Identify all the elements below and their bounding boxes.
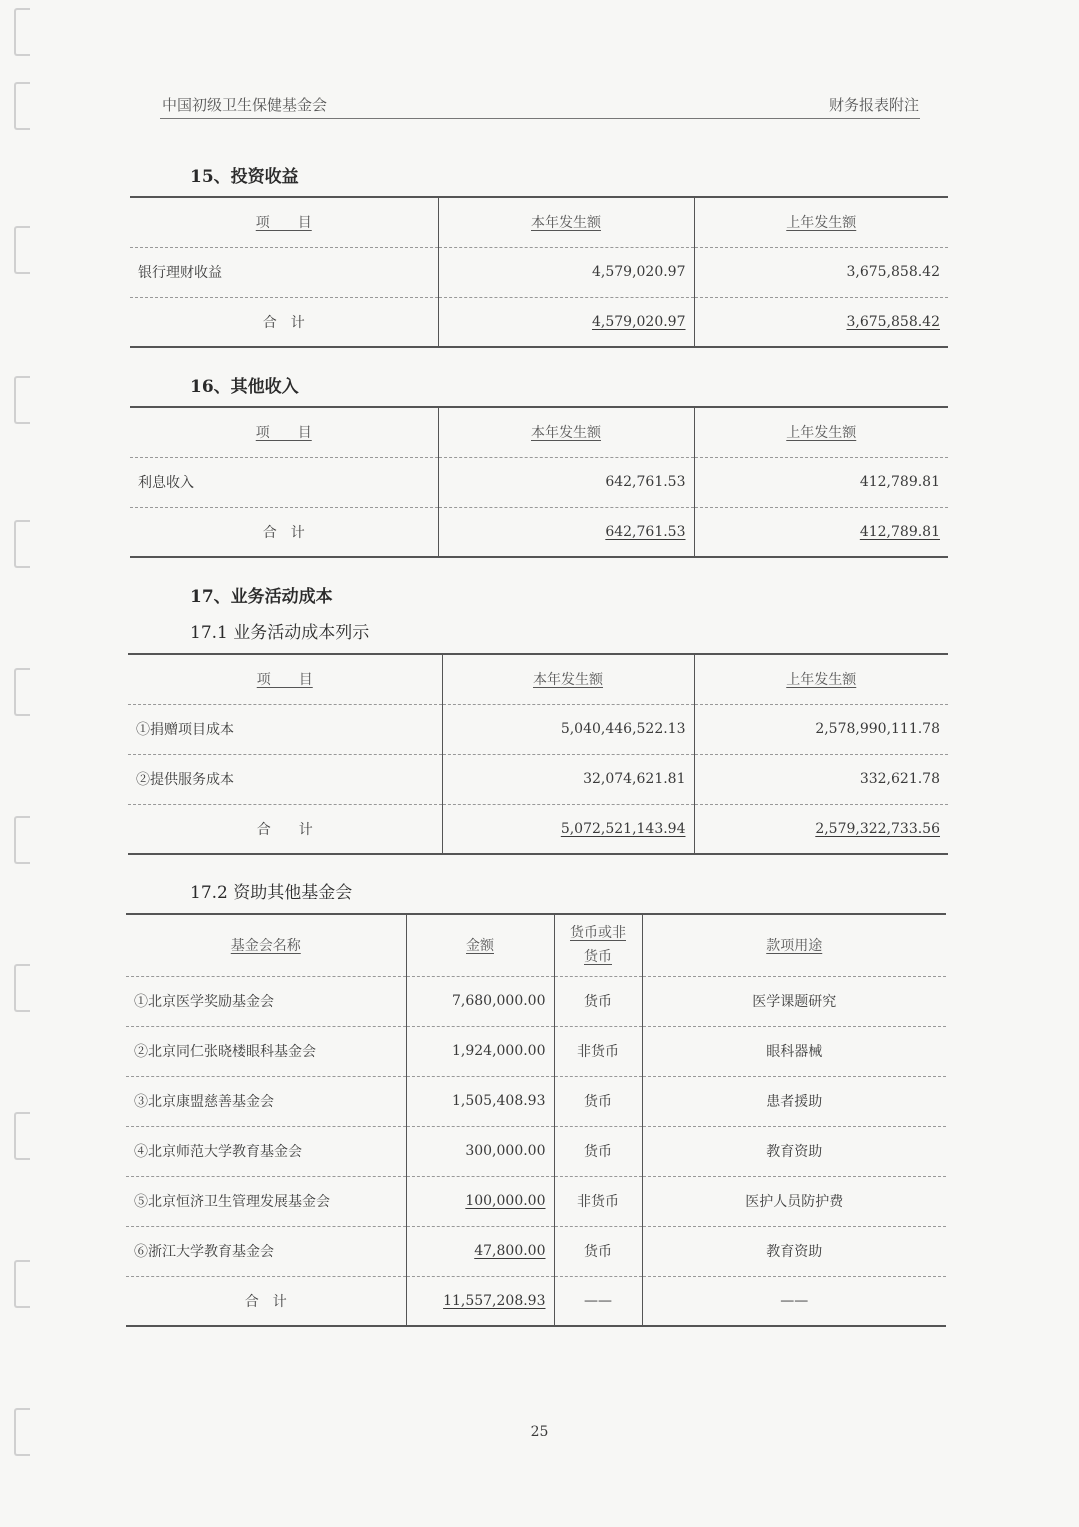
total-purpose: —— bbox=[642, 1276, 946, 1326]
foundation-grants-table bbox=[126, 913, 946, 1327]
col-header-item: 项 目 bbox=[255, 425, 312, 442]
table-row bbox=[126, 976, 946, 1026]
other-income-table bbox=[130, 406, 948, 558]
table-header-row bbox=[128, 654, 948, 704]
row-purpose: 眼科器械 bbox=[642, 1026, 946, 1076]
total-row bbox=[128, 804, 948, 854]
row-foundation: ③北京康盟慈善基金会 bbox=[126, 1076, 406, 1126]
binder-mark bbox=[14, 1260, 30, 1308]
row-current: 5,040,446,522.13 bbox=[442, 704, 694, 754]
row-monetary: 货币 bbox=[554, 976, 642, 1026]
row-prior: 3,675,858.42 bbox=[694, 247, 948, 297]
table-row bbox=[126, 1176, 946, 1226]
table-header-row bbox=[130, 407, 948, 457]
table-row bbox=[128, 754, 948, 804]
table-row bbox=[126, 1226, 946, 1276]
row-current: 4,579,020.97 bbox=[438, 247, 694, 297]
total-current: 5,072,521,143.94 bbox=[442, 804, 694, 854]
row-foundation: ④北京师范大学教育基金会 bbox=[126, 1126, 406, 1176]
row-monetary: 货币 bbox=[554, 1126, 642, 1176]
row-prior: 332,621.78 bbox=[694, 754, 948, 804]
binder-mark bbox=[14, 816, 30, 864]
binder-mark bbox=[14, 376, 30, 424]
row-item: ①捐赠项目成本 bbox=[128, 704, 442, 754]
total-amount: 11,557,208.93 bbox=[406, 1276, 554, 1326]
total-label: 合 计 bbox=[128, 804, 442, 854]
total-label: 合 计 bbox=[130, 507, 438, 557]
total-row bbox=[126, 1276, 946, 1326]
total-current: 4,579,020.97 bbox=[438, 297, 694, 347]
row-prior: 412,789.81 bbox=[694, 457, 948, 507]
business-cost-table bbox=[128, 653, 948, 855]
table-row bbox=[126, 1076, 946, 1126]
total-prior: 412,789.81 bbox=[694, 507, 948, 557]
binder-mark bbox=[14, 520, 30, 568]
row-amount: 300,000.00 bbox=[406, 1126, 554, 1176]
col-header-prior-year: 上年发生额 bbox=[694, 407, 948, 457]
table-row bbox=[126, 1026, 946, 1076]
row-item: 银行理财收益 bbox=[130, 247, 438, 297]
total-monetary: —— bbox=[554, 1276, 642, 1326]
investment-income-table bbox=[130, 196, 948, 348]
table-row bbox=[130, 457, 948, 507]
row-monetary: 货币 bbox=[554, 1076, 642, 1126]
row-purpose: 教育资助 bbox=[642, 1226, 946, 1276]
row-purpose: 医学课题研究 bbox=[642, 976, 946, 1026]
total-prior: 2,579,322,733.56 bbox=[694, 804, 948, 854]
row-amount: 47,800.00 bbox=[406, 1226, 554, 1276]
section-16-title: 16、其他收入 bbox=[190, 377, 299, 397]
col-header-foundation: 基金会名称 bbox=[230, 938, 301, 955]
table-row bbox=[126, 1126, 946, 1176]
row-amount: 1,924,000.00 bbox=[406, 1026, 554, 1076]
row-prior: 2,578,990,111.78 bbox=[694, 704, 948, 754]
total-row bbox=[130, 507, 948, 557]
col-header-prior-year: 上年发生额 bbox=[694, 654, 948, 704]
table-row bbox=[130, 247, 948, 297]
row-purpose: 患者援助 bbox=[642, 1076, 946, 1126]
col-header-item: 项 目 bbox=[255, 215, 312, 232]
row-current: 642,761.53 bbox=[438, 457, 694, 507]
total-prior: 3,675,858.42 bbox=[694, 297, 948, 347]
row-current: 32,074,621.81 bbox=[442, 754, 694, 804]
row-monetary: 非货币 bbox=[554, 1026, 642, 1076]
section-17-2-title: 17.2 资助其他基金会 bbox=[190, 883, 353, 903]
binder-mark bbox=[14, 226, 30, 274]
row-monetary: 非货币 bbox=[554, 1176, 642, 1226]
row-amount: 1,505,408.93 bbox=[406, 1076, 554, 1126]
col-header-purpose: 款项用途 bbox=[642, 914, 946, 976]
row-purpose: 医护人员防护费 bbox=[642, 1176, 946, 1226]
row-foundation: ⑤北京恒济卫生管理发展基金会 bbox=[126, 1176, 406, 1226]
header-org: 中国初级卫生保健基金会 bbox=[162, 96, 328, 114]
section-17-title: 17、业务活动成本 bbox=[190, 587, 333, 607]
row-monetary: 货币 bbox=[554, 1226, 642, 1276]
page-number: 25 bbox=[530, 1424, 549, 1440]
row-foundation: ②北京同仁张晓楼眼科基金会 bbox=[126, 1026, 406, 1076]
total-row bbox=[130, 297, 948, 347]
row-amount: 100,000.00 bbox=[406, 1176, 554, 1226]
binder-mark bbox=[14, 82, 30, 130]
total-current: 642,761.53 bbox=[438, 507, 694, 557]
binder-mark bbox=[14, 964, 30, 1012]
total-label: 合 计 bbox=[130, 297, 438, 347]
binder-mark bbox=[14, 1112, 30, 1160]
binder-mark bbox=[14, 668, 30, 716]
col-header-current-year: 本年发生额 bbox=[438, 407, 694, 457]
table-row bbox=[128, 704, 948, 754]
row-purpose: 教育资助 bbox=[642, 1126, 946, 1176]
row-foundation: ⑥浙江大学教育基金会 bbox=[126, 1226, 406, 1276]
col-header-current-year: 本年发生额 bbox=[442, 654, 694, 704]
row-amount: 7,680,000.00 bbox=[406, 976, 554, 1026]
header-rule bbox=[160, 118, 920, 119]
header-doc-title: 财务报表附注 bbox=[828, 96, 919, 114]
row-item: 利息收入 bbox=[130, 457, 438, 507]
col-header-monetary: 货币或非货币 bbox=[554, 914, 642, 976]
row-foundation: ①北京医学奖励基金会 bbox=[126, 976, 406, 1026]
section-15-title: 15、投资收益 bbox=[190, 167, 299, 187]
row-item: ②提供服务成本 bbox=[128, 754, 442, 804]
table-header-row bbox=[130, 197, 948, 247]
table-header-row bbox=[126, 914, 946, 976]
binder-mark bbox=[14, 8, 30, 56]
col-header-item: 项 目 bbox=[256, 672, 313, 689]
total-label: 合 计 bbox=[126, 1276, 406, 1326]
section-17-1-title: 17.1 业务活动成本列示 bbox=[190, 623, 370, 643]
col-header-amount: 金额 bbox=[406, 914, 554, 976]
col-header-prior-year: 上年发生额 bbox=[694, 197, 948, 247]
col-header-current-year: 本年发生额 bbox=[438, 197, 694, 247]
